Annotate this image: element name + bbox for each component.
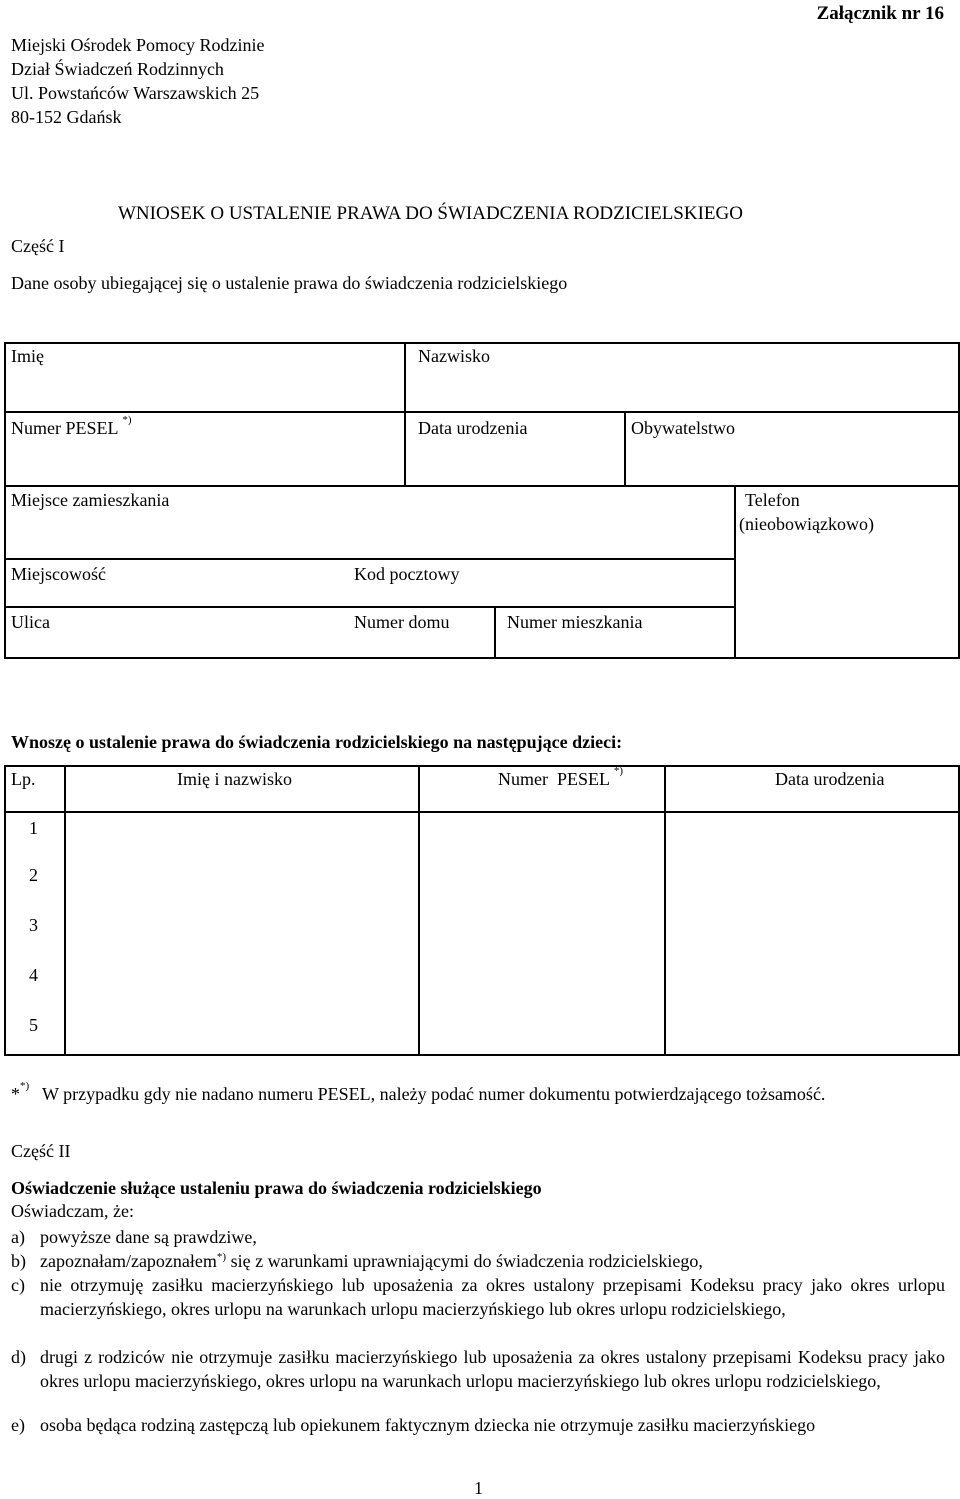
list-item-letter: b) bbox=[11, 1251, 26, 1271]
list-item-text: osoba będąca rodziną zastępczą lub opiekunem faktycznym dziecka nie otrzymuje zasiłku macierzyńskiego bbox=[40, 1415, 816, 1435]
postal-code-field[interactable]: Kod pocztowy bbox=[354, 564, 460, 584]
pesel-label: Numer PESEL bbox=[11, 418, 118, 438]
apartment-number-field[interactable]: Numer mieszkania bbox=[507, 612, 643, 632]
table-row-number: 5 bbox=[29, 1015, 38, 1035]
residence-label: Miejsce zamieszkania bbox=[11, 490, 170, 510]
part1-label: Część I bbox=[11, 236, 65, 256]
part1-subtitle: Dane osoby ubiegającej się o ustalenie prawa do świadczenia rodzicielskiego bbox=[11, 273, 568, 293]
table-row-number: 4 bbox=[29, 965, 38, 985]
page-number: 1 bbox=[474, 1478, 483, 1498]
phone-label-line2: (nieobowiązkowo) bbox=[739, 514, 874, 534]
part2-label: Część II bbox=[11, 1141, 71, 1161]
children-heading: Wnoszę o ustalenie prawa do świadczenia rodzicielskiego na następujące dzieci: bbox=[11, 732, 623, 752]
table-row-number: 3 bbox=[29, 915, 38, 935]
institution-name: Miejski Ośrodek Pomocy Rodzinie bbox=[11, 35, 265, 55]
table-row-number: 1 bbox=[29, 818, 38, 838]
phone-label-line1: Telefon bbox=[745, 490, 800, 510]
attachment-number: Załącznik nr 16 bbox=[816, 3, 944, 24]
street-field[interactable]: Ulica bbox=[11, 612, 50, 632]
institution-street: Ul. Powstańców Warszawskich 25 bbox=[11, 83, 260, 103]
house-number-field[interactable]: Numer domu bbox=[354, 612, 450, 632]
institution-department: Dział Świadczeń Rodzinnych bbox=[11, 59, 224, 79]
statement-intro: Oświadczam, że: bbox=[11, 1201, 134, 1221]
pesel-footnote-mark: *) bbox=[122, 414, 132, 426]
list-item-letter: e) bbox=[11, 1415, 25, 1435]
citizenship-field[interactable]: Obywatelstwo bbox=[631, 418, 735, 438]
list-item-text: powyższe dane są prawdziwe, bbox=[40, 1227, 257, 1247]
col-header-pesel-mark: *) bbox=[613, 765, 623, 777]
col-header-lp: Lp. bbox=[11, 769, 36, 789]
last-name-field[interactable]: Nazwisko bbox=[418, 346, 490, 366]
col-header-birth-date: Data urodzenia bbox=[775, 769, 885, 789]
statement-heading: Oświadczenie służące ustaleniu prawa do świadczenia rodzicielskiego bbox=[11, 1178, 542, 1198]
list-item-text: zapoznałam/zapoznałem*) się z warunkami uprawniającymi do świadczenia rodzicielskiego, bbox=[40, 1251, 703, 1271]
list-item-text: nie otrzymuję zasiłku macierzyńskiego lub uposażenia za okres ustalony przepisami Kodeksu pracy jako okres urlopu macierzyńskiego, okres urlopu na warunkach urlopu macierzyńskiego lub okres urlopu rodzicielskiego, bbox=[40, 1275, 945, 1319]
list-item bbox=[11, 1225, 946, 1249]
list-item bbox=[11, 1345, 946, 1417]
form-title: WNIOSEK O USTALENIE PRAWA DO ŚWIADCZENIA RODZICIELSKIEGO bbox=[118, 203, 743, 224]
birth-date-field[interactable]: Data urodzenia bbox=[418, 418, 528, 438]
pesel-field[interactable] bbox=[11, 414, 132, 439]
list-item bbox=[11, 1249, 946, 1273]
list-item bbox=[11, 1273, 946, 1345]
list-item-letter: d) bbox=[11, 1347, 26, 1367]
table-row-number: 2 bbox=[29, 865, 38, 885]
list-item-text: drugi z rodziców nie otrzymuje zasiłku macierzyńskiego lub uposażenia za okres ustalony przepisami Kodeksu pracy jako okres urlopu macierzyńskiego, okres urlopu na warunkach urlopu macierzyńskiego lub okres urlopu rodzicielskiego, bbox=[40, 1347, 945, 1391]
footnote-mark: **) bbox=[11, 1080, 30, 1104]
col-header-pesel bbox=[498, 765, 623, 790]
col-header-name: Imię i nazwisko bbox=[177, 769, 292, 789]
col-header-pesel-label: Numer PESEL bbox=[498, 769, 610, 789]
footnote-text: W przypadku gdy nie nadano numeru PESEL, należy podać numer dokumentu potwierdzającego tożsamość. bbox=[42, 1084, 826, 1104]
city-field[interactable]: Miejscowość bbox=[11, 564, 106, 584]
first-name-field[interactable]: Imię bbox=[11, 346, 44, 366]
list-item-letter: c) bbox=[11, 1275, 25, 1295]
institution-city: 80-152 Gdańsk bbox=[11, 107, 122, 127]
list-item bbox=[11, 1413, 946, 1437]
list-item-letter: a) bbox=[11, 1227, 25, 1247]
